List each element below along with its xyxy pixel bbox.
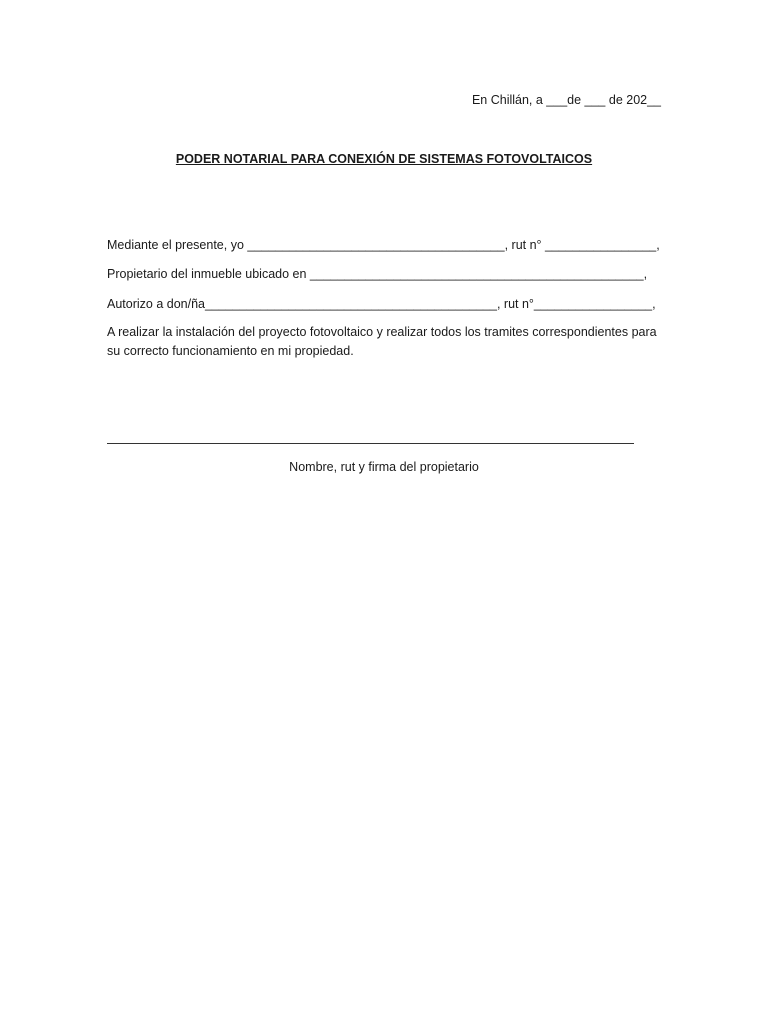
paragraph-owner: Mediante el presente, yo _____________________________________, rut n° ________________, — [107, 238, 660, 252]
paragraph-property: Propietario del inmueble ubicado en ________________________________________________, — [107, 267, 648, 281]
paragraph-authorization: A realizar la instalación del proyecto fotovoltaico y realizar todos los tramites correspondientes para su correcto funcionamiento en mi propiedad. — [107, 325, 657, 358]
signature-label: Nombre, rut y firma del propietario — [289, 460, 479, 474]
document-title: PODER NOTARIAL PARA CONEXIÓN DE SISTEMAS FOTOVOLTAICOS — [175, 152, 593, 166]
signature-line — [107, 443, 634, 444]
paragraph-authorized: Autorizo a don/ña__________________________________________, rut n°_________________, — [107, 297, 656, 311]
date-line: En Chillán, a ___de ___ de 202__ — [471, 93, 661, 107]
